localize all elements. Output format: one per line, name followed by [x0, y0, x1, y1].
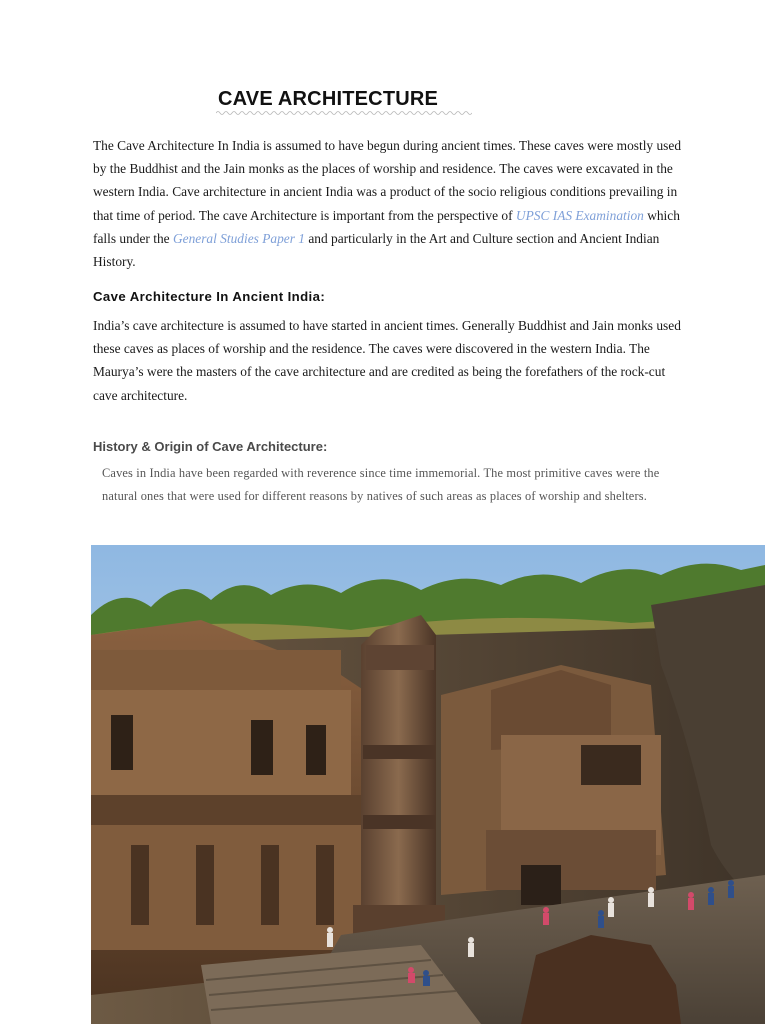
history-origin-paragraph: Caves in India have been regarded with reverence since time immemorial. The most primitive caves were the natural ones that were used for different reasons by natives of such areas as places of worship and shelters.	[102, 466, 660, 503]
section-heading-history-origin: History & Origin of Cave Architecture:	[93, 439, 328, 454]
upsc-ias-examination-link[interactable]: UPSC IAS Examination	[515, 207, 644, 223]
section-heading-ancient-india: Cave Architecture In Ancient India:	[93, 289, 326, 304]
page-title: CAVE ARCHITECTURE	[218, 88, 439, 110]
intro-text-1: The Cave Architecture In India is assumed to have begun during ancient times. These caves were mostly used by the Buddhist and the Jain monks as the places of worship and residence. The caves were excavated in the western India. Cave architecture in ancient India was a product of the socio religious conditions prevailing in that time of period. The cave Architecture is important from the perspective of	[93, 138, 682, 223]
intro-text-3: and particularly in the Art and Culture section and Ancient Indian History.	[93, 230, 660, 270]
intro-text-2: which falls under the	[93, 207, 680, 246]
kailasa-temple-photo	[91, 545, 765, 1024]
general-studies-paper-1-link[interactable]: General Studies Paper 1	[172, 230, 305, 246]
intro-paragraph	[93, 134, 683, 273]
ancient-india-paragraph: India’s cave architecture is assumed to have started in ancient times. Generally Buddhist and Jain monks used these caves as places of worship and the residence. The caves were discovered in the western India. The Maurya’s were the masters of the cave architecture and are credited as being the forefathers of the rock-cut cave architecture.	[93, 318, 681, 403]
spellcheck-underline	[216, 110, 472, 116]
kailasa-temple-illustration	[91, 545, 765, 1024]
